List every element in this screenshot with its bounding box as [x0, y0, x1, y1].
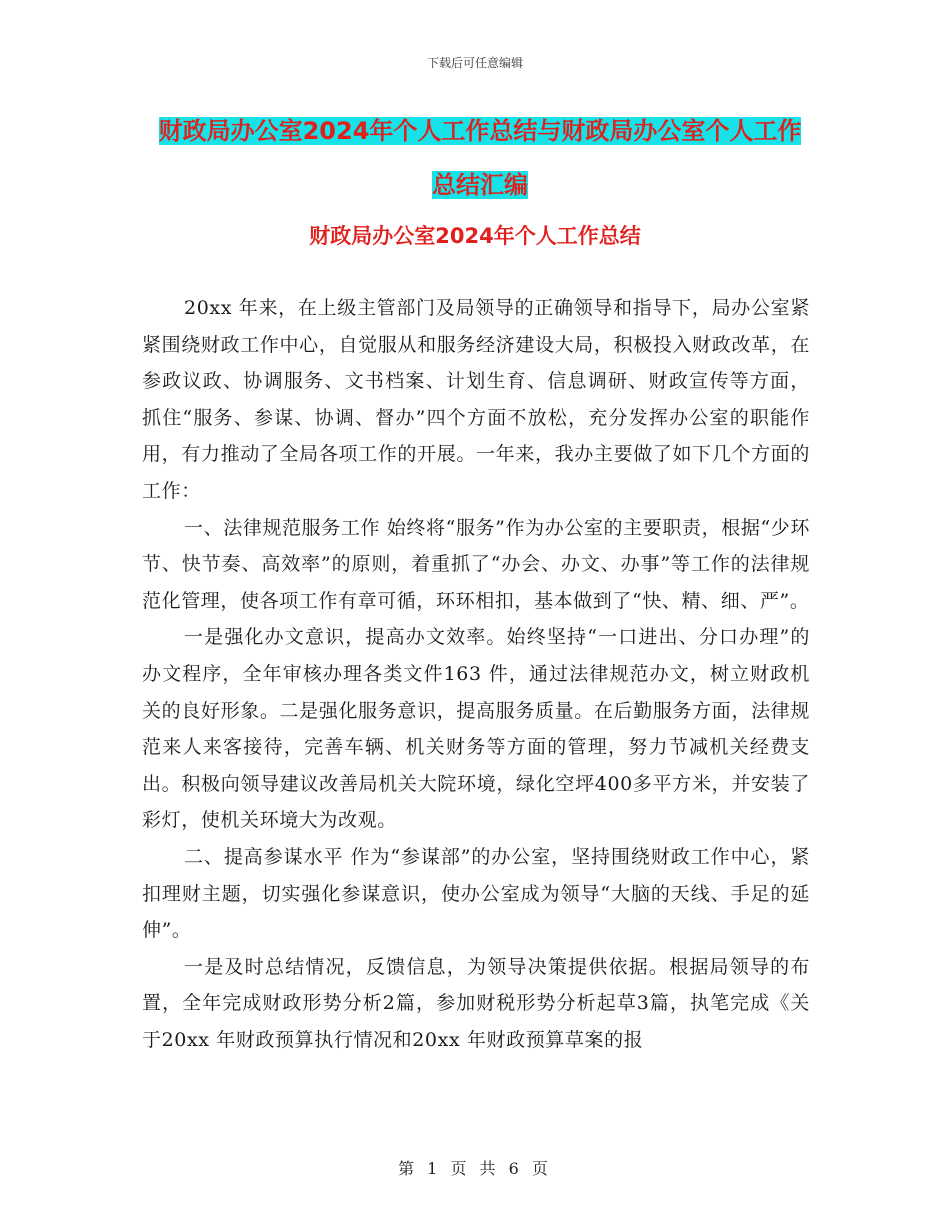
section-title: 财政局办公室2024年个人工作总结 [309, 224, 641, 248]
paragraph-3: 一是强化办文意识，提高办文效率。始终坚持“一口进出、分口办理”的办文程序，全年审核办理各类文件163 件，通过法律规范办文，树立财政机关的良好形象。二是强化服务意识，提高服务质量。在后勤服务方面，法律规范来人来客接待，完善车辆、机关财务等方面的管理，努力节减机关经费支出。积极向领导建议改善局机关大院环境，绿化空坪400多平方米，并安装了彩灯，使机关环境大为改观。 [142, 626, 810, 832]
document-body [142, 290, 810, 1058]
paragraph-5: 一是及时总结情况，反馈信息，为领导决策提供依据。根据局领导的布置，全年完成财政形势分析2篇，参加财税形势分析起草3篇，执笔完成《关于20xx 年财政预算执行情况和20xx 年财政预算草案的报 [142, 955, 810, 1051]
document-title [150, 104, 810, 212]
document-title-text: 财政局办公室2024年个人工作总结与财政局办公室个人工作总结汇编 [158, 117, 802, 199]
page-footer: 第 1 页 共 6 页 [398, 1159, 552, 1178]
paragraph-1: 20xx 年来，在上级主管部门及局领导的正确领导和指导下，局办公室紧紧围绕财政工作中心，自觉服从和服务经济建设大局，积极投入财政改革，在参政议政、协调服务、文书档案、计划生育、信息调研、财政宣传等方面， 抓住“服务、参谋、协调、督办”四个方面不放松，充分发挥办公室的职能作用，有力推动了全局各项工作的开展。一年来，我办主要做了如下几个方面的工作： [142, 297, 810, 502]
paragraph-4: 二、提高参谋水平 作为“参谋部”的办公室，坚持围绕财政工作中心，紧扣理财主题，切实强化参谋意识，使办公室成为领导“大脑的天线、手足的延伸”。 [142, 845, 810, 942]
paragraph-2: 一、法律规范服务工作 始终将“服务”作为办公室的主要职责，根据“少环节、快节奏、高效率”的原则，着重抓了“办会、办文、办事”等工作的法律规范化管理，使各项工作有章可循，环环相扣，基本做到了“快、精、细、严”。 [142, 516, 810, 612]
header-note: 下载后可任意编辑 [426, 56, 523, 70]
